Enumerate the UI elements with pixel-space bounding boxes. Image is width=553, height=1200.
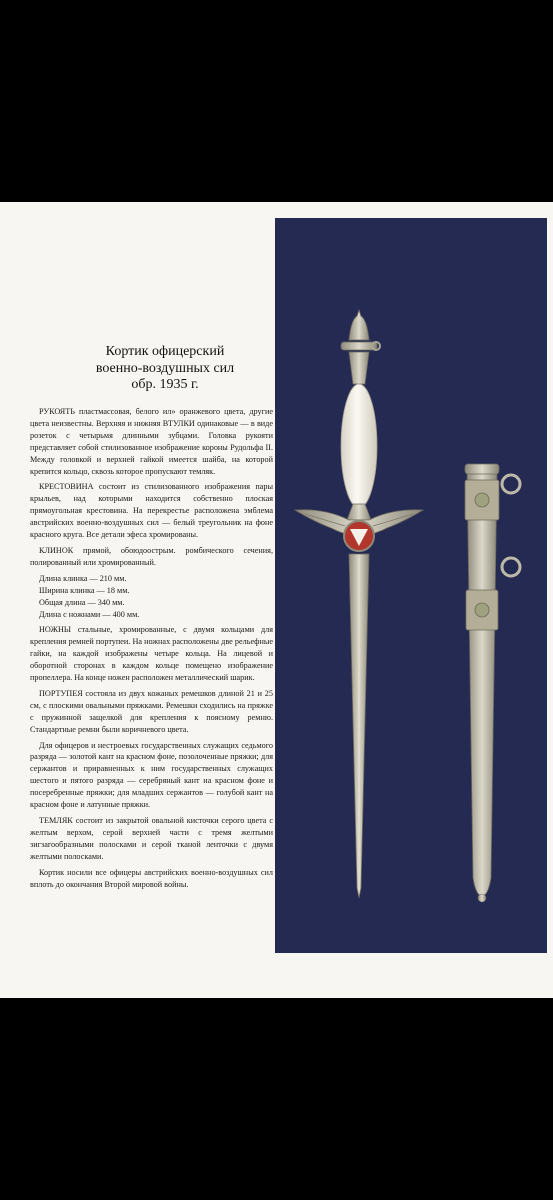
scabbard-ring-upper <box>502 475 520 493</box>
scabbard-body <box>467 468 497 896</box>
dimension-total-length: Общая длина — 340 мм. <box>39 597 125 607</box>
paragraph-blade: КЛИНОК прямой, обоюдоострым. ромбического сечения, полированный или хромированный. <box>30 545 273 567</box>
title-line-1: Кортик офицерский <box>105 344 225 359</box>
dimension-blade-length: Длина клинка — 210 мм. <box>39 573 127 583</box>
dimension-blade-width: Ширина клинка — 18 мм. <box>39 585 130 595</box>
grip <box>341 384 377 508</box>
dimension-with-scabbard: Длина с ножнами — 400 мм. <box>39 609 140 619</box>
title-line-2: военно-воздушных сил <box>95 360 235 376</box>
dagger-illustration <box>275 218 547 953</box>
scabbard-tip-ball <box>478 894 486 902</box>
scabbard-ring-lower <box>502 558 520 576</box>
scabbard-throat <box>465 464 499 474</box>
paragraph-belt: ПОРТУПЕЯ состояла из двух кожаных ремешков длиной 21 и 25 см, с плоскими овальными пряжками. Ремешки сходились на пряжке с пружинной защелкой для крепления к поясному ремню. Стандартные ремни были коричневого цвета. <box>30 688 273 734</box>
lower-ferrule <box>347 504 371 520</box>
pommel-crown <box>349 310 369 340</box>
scabbard <box>465 464 520 902</box>
paragraph-crossguard: КРЕСТОВИНА состоит из стилизованного изображения пары крыльев, над которыми находится собственно плоская прямоугольная крестовина. На перекрестье расположена эмблема австрийских военно-воздушных сил — белый треугольник на фоне красного круга. Все детали эфеса хромированы. <box>30 482 273 540</box>
paragraph-usage: Кортик носили все офицеры австрийских военно-воздушных сил вплоть до окончания Второй мировой войны. <box>30 867 273 889</box>
paragraph-handle: РУКОЯТЬ пластмассовая, белого ил» оранжевого цвета, другие цвета неизвестны. Верхняя и нижняя ВТУЛКИ одинаковые — в виде розеток с четырьмя длинными зубцами. Головка рукояти представляет собой стилизованное изображение короны Рудольфа II. Между головкой и верхней гайкой имеется шайба, на которой крепится кольцо, сквозь которое пропускают темляк. <box>30 407 273 476</box>
upper-ferrule <box>349 352 369 384</box>
body-text <box>30 406 273 894</box>
paragraph-scabbard: НОЖНЫ стальные, хромированные, с двумя кольцами для крепления ремней портупеи. На ножнах расположены две рельефные гайки, на каждой изображены четыре кольца. На лицевой и оборотной сторонах в каждом кольце помещено изображение пропеллера. На конце ножен расположен металлический шарик. <box>30 625 273 683</box>
paragraph-ranks: Для офицеров и нестроевых государственных служащих седьмого разряда — золотой кант на красном фоне, позолоченные пряжки; для сержантов и приравненных к ним государственных служащих шестого и пятого разряда — серебряный кант на красном фоне и посеребренные пряжки; для младших сержантов — голубой кант на красном фоне и латунные пряжки. <box>30 740 273 810</box>
title-line-3: обр. 1935 г. <box>131 377 199 392</box>
dagger <box>295 310 423 898</box>
book-page <box>0 202 553 998</box>
page-title <box>50 344 280 394</box>
paragraph-knot: ТЕМЛЯК состоит из закрытой овальной кисточки серого цвета с желтым верхом, серой верхней части с тремя желтыми зигзагообразными полосками и серой тканой ленточки с двумя желтыми полосками. <box>30 816 273 861</box>
dagger-photo <box>275 218 547 953</box>
